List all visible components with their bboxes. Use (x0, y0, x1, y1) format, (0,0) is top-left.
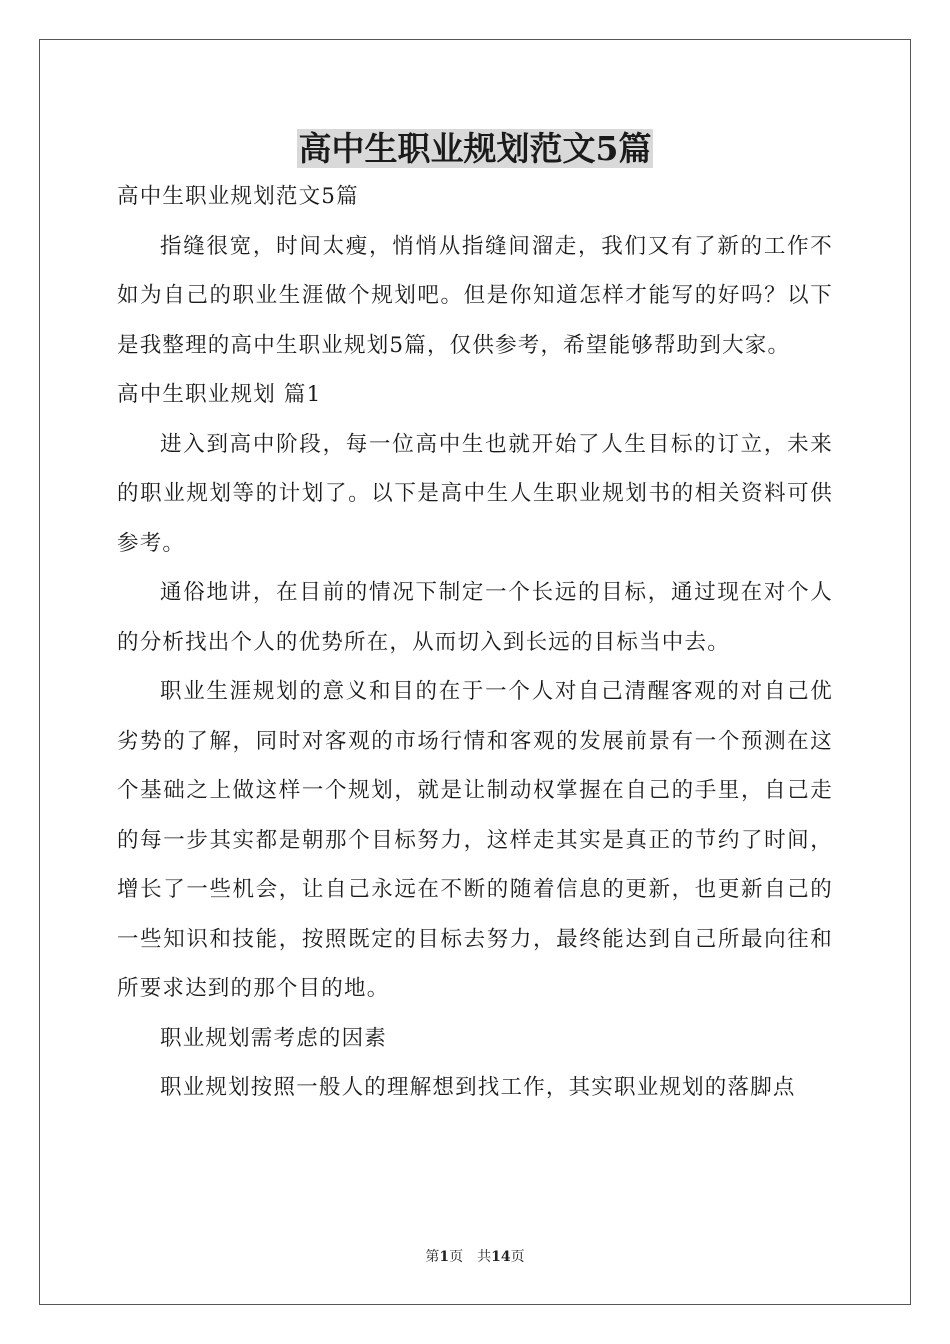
paragraph: 指缝很宽，时间太瘦，悄悄从指缝间溜走，我们又有了新的工作不如为自己的职业生涯做个规划吧。但是你知道怎样才能写的好吗？以下是我整理的高中生职业规划5篇，仅供参考，希望能够帮助到大家。 (117, 233, 833, 358)
paragraph: 职业规划按照一般人的理解想到找工作，其实职业规划的落脚点 (160, 1075, 796, 1100)
footer-page-prefix: 第 (425, 1249, 440, 1265)
paragraph: 进入到高中阶段，每一位高中生也就开始了人生目标的订立，未来的职业规划等的计划了。以下是高中生人生职业规划书的相关资料可供参考。 (117, 431, 833, 556)
paragraph: 通俗地讲，在目前的情况下制定一个长远的目标，通过现在对个人的分析找出个人的优势所在，从而切入到长远的目标当中去。 (117, 580, 833, 655)
document-body (117, 172, 833, 1113)
subheading: 职业规划需考虑的因素 (160, 1025, 388, 1051)
footer-page-current: 1 (439, 1249, 450, 1265)
paragraph: 职业生涯规划的意义和目的在于一个人对自己清醒客观的对自己优劣势的了解，同时对客观的市场行情和客观的发展前景有一个预测在这个基础之上做这样一个规划，就是让制动权掌握在自己的手里，自己走的每一步其实都是朝那个目标努力，这样走其实是真正的节约了时间，增长了一些机会，让自己永远在不断的随着信息的更新，也更新自己的一些知识和技能，按照既定的目标去努力，最终能达到自己所最向往和所要求达到的那个目的地。 (117, 679, 833, 1001)
document-title-text: 高中生职业规划范文5篇 (298, 129, 652, 168)
page-footer (0, 1247, 950, 1267)
footer-page-total: 14 (491, 1249, 511, 1265)
section-heading: 高中生职业规划 篇1 (117, 382, 322, 407)
document-title (0, 124, 950, 174)
footer-page-suffix: 页 (510, 1249, 525, 1265)
paragraph: 高中生职业规划范文5篇 (117, 184, 359, 209)
footer-page-mid: 页 共 (449, 1249, 492, 1265)
